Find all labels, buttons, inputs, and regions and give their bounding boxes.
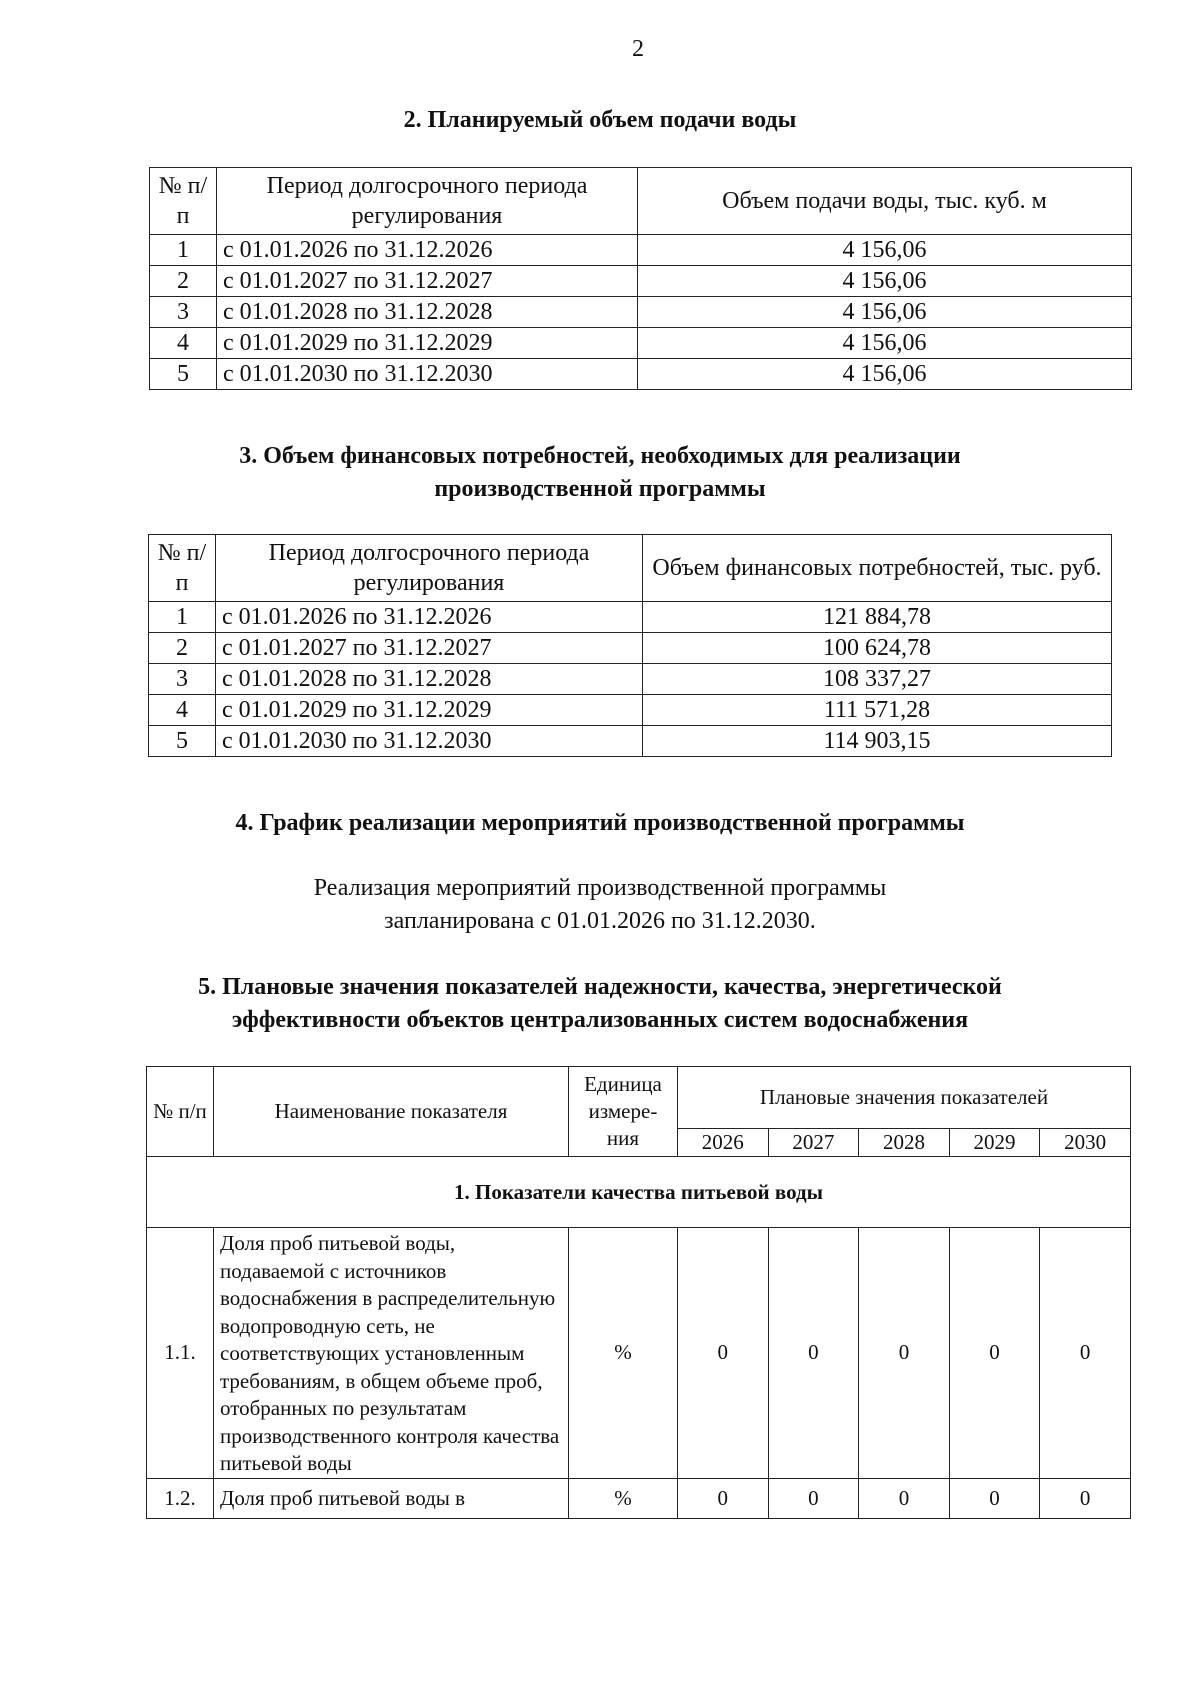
cell-num: 1 — [150, 235, 217, 266]
table-row — [150, 266, 1132, 297]
cell-value: 0 — [768, 1478, 859, 1518]
financial-needs-table — [148, 534, 1112, 757]
cell-num: 2 — [150, 266, 217, 297]
section-4-title: 4. График реализации мероприятий производственной программы — [235, 810, 965, 836]
cell-period: с 01.01.2027 по 31.12.2027 — [216, 633, 643, 664]
cell-num: 2 — [149, 633, 216, 664]
cell-value: 0 — [859, 1228, 950, 1479]
cell-num: 3 — [149, 664, 216, 695]
section-3-title-line2: производственной программы — [434, 476, 766, 502]
cell-num: 4 — [149, 695, 216, 726]
cell-value: 121 884,78 — [643, 602, 1112, 633]
cell-value: 0 — [678, 1228, 769, 1479]
cell-value: 108 337,27 — [643, 664, 1112, 695]
cell-value: 4 156,06 — [638, 235, 1132, 266]
table-row — [149, 726, 1112, 757]
cell-value: 0 — [1040, 1228, 1131, 1479]
header-finance: Объем финансовых потребностей, тыс. руб. — [643, 535, 1112, 602]
cell-period: с 01.01.2029 по 31.12.2029 — [216, 695, 643, 726]
section-4-text-line2: запланирована с 01.01.2026 по 31.12.2030. — [384, 908, 816, 934]
section-2-title: 2. Планируемый объем подачи воды — [403, 107, 797, 133]
cell-num: 1.2. — [147, 1478, 214, 1518]
cell-name: Доля проб питьевой воды в — [214, 1478, 569, 1518]
cell-num: 3 — [150, 297, 217, 328]
cell-period: с 01.01.2026 по 31.12.2026 — [217, 235, 638, 266]
table-row — [150, 235, 1132, 266]
header-year: 2030 — [1040, 1129, 1131, 1157]
cell-period: с 01.01.2029 по 31.12.2029 — [217, 328, 638, 359]
section-4-text-line1: Реализация мероприятий производственной программы — [313, 875, 887, 901]
cell-value: 4 156,06 — [638, 266, 1132, 297]
table-row — [147, 1478, 1131, 1518]
header-year: 2028 — [859, 1129, 950, 1157]
header-volume: Объем подачи воды, тыс. куб. м — [638, 168, 1132, 235]
cell-value: 100 624,78 — [643, 633, 1112, 664]
page-number: 2 — [632, 36, 644, 62]
cell-value: 0 — [949, 1228, 1040, 1479]
cell-unit: % — [569, 1478, 678, 1518]
cell-value: 4 156,06 — [638, 359, 1132, 390]
header-num: № п/п — [150, 168, 217, 235]
cell-period: с 01.01.2030 по 31.12.2030 — [217, 359, 638, 390]
table-row — [149, 695, 1112, 726]
cell-name: Доля проб питьевой воды, подаваемой с источников водоснабжения в распределительную водопроводную сеть, не соответствующих установленным требованиям, в общем объеме проб, отобранных по результатам производственного контроля качества питьевой воды — [214, 1228, 569, 1479]
header-num: № п/п — [147, 1067, 214, 1157]
cell-num: 1.1. — [147, 1228, 214, 1479]
table-row — [150, 359, 1132, 390]
header-year: 2027 — [768, 1129, 859, 1157]
cell-num: 5 — [149, 726, 216, 757]
cell-value: 0 — [678, 1478, 769, 1518]
cell-value: 0 — [859, 1478, 950, 1518]
cell-period: с 01.01.2026 по 31.12.2026 — [216, 602, 643, 633]
header-name: Наименование показателя — [214, 1067, 569, 1157]
cell-value: 111 571,28 — [643, 695, 1112, 726]
table-row — [147, 1228, 1131, 1479]
header-unit: Единица измере-ния — [569, 1067, 678, 1157]
table-row — [149, 602, 1112, 633]
table-row — [150, 328, 1132, 359]
cell-period: с 01.01.2030 по 31.12.2030 — [216, 726, 643, 757]
cell-value: 0 — [1040, 1478, 1131, 1518]
cell-value: 4 156,06 — [638, 328, 1132, 359]
cell-period: с 01.01.2027 по 31.12.2027 — [217, 266, 638, 297]
header-period: Период долгосрочного периода регулирования — [216, 535, 643, 602]
cell-period: с 01.01.2028 по 31.12.2028 — [216, 664, 643, 695]
header-year: 2026 — [678, 1129, 769, 1157]
cell-num: 4 — [150, 328, 217, 359]
water-supply-table — [149, 167, 1132, 390]
cell-num: 1 — [149, 602, 216, 633]
cell-num: 5 — [150, 359, 217, 390]
table-row — [150, 297, 1132, 328]
cell-value: 0 — [949, 1478, 1040, 1518]
group-title: 1. Показатели качества питьевой воды — [147, 1157, 1131, 1228]
header-year: 2029 — [949, 1129, 1040, 1157]
table-row — [149, 664, 1112, 695]
header-planned: Плановые значения показателей — [678, 1067, 1131, 1129]
cell-value: 114 903,15 — [643, 726, 1112, 757]
header-period: Период долгосрочного периода регулирования — [217, 168, 638, 235]
cell-period: с 01.01.2028 по 31.12.2028 — [217, 297, 638, 328]
section-5-title-line2: эффективности объектов централизованных систем водоснабжения — [231, 1007, 969, 1033]
table-row — [149, 633, 1112, 664]
cell-value: 4 156,06 — [638, 297, 1132, 328]
indicators-table — [146, 1066, 1131, 1519]
cell-unit: % — [569, 1228, 678, 1479]
cell-value: 0 — [768, 1228, 859, 1479]
section-5-title-line1: 5. Плановые значения показателей надежности, качества, энергетической — [198, 974, 1002, 1000]
section-3-title-line1: 3. Объем финансовых потребностей, необходимых для реализации — [239, 443, 961, 469]
header-num: № п/п — [149, 535, 216, 602]
